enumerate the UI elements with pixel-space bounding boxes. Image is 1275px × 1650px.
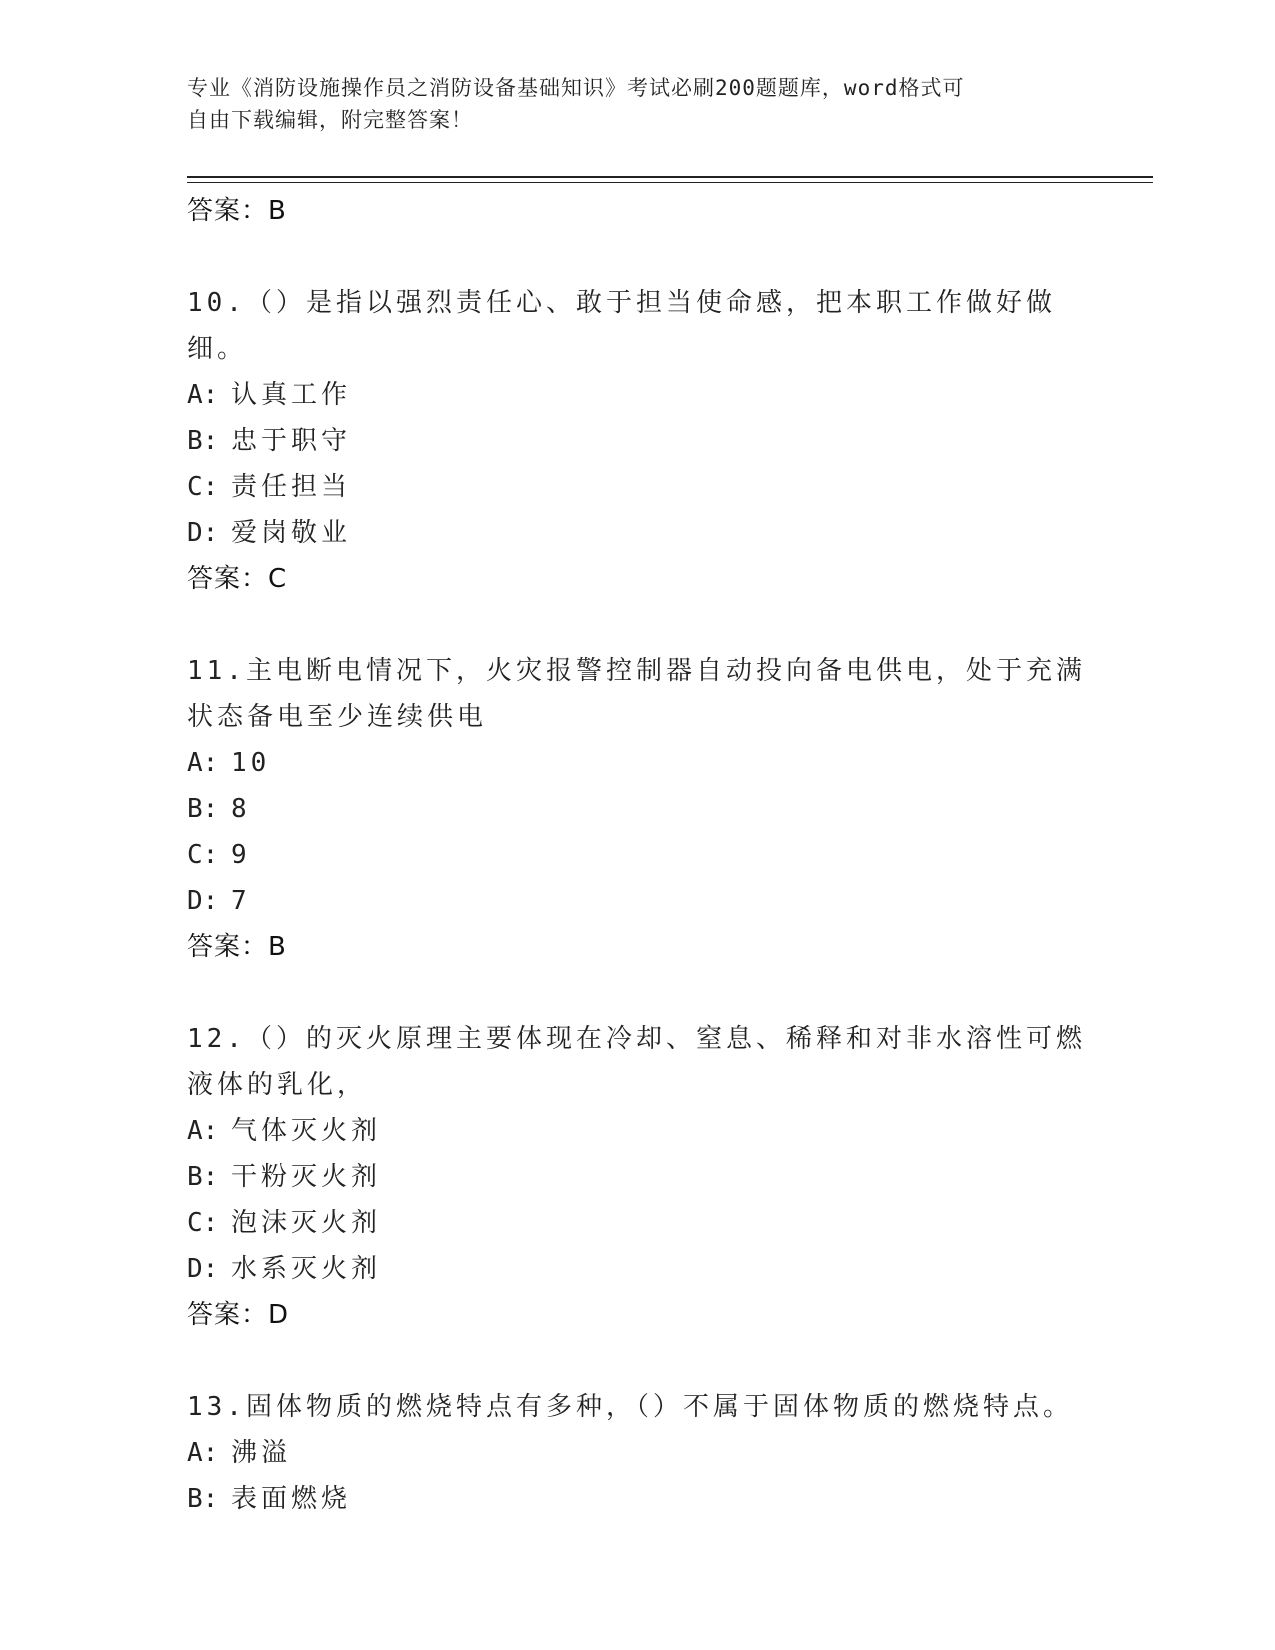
option-d xyxy=(187,878,1107,924)
answer-line: 答案：D xyxy=(187,1300,290,1330)
option-label: D: xyxy=(187,1254,219,1284)
option-label: D: xyxy=(187,886,219,916)
option-label: B: xyxy=(187,426,219,456)
option-label: A: xyxy=(187,748,219,778)
header-rule-thick xyxy=(187,176,1153,178)
option-b xyxy=(187,1154,1107,1200)
option-c xyxy=(187,832,1107,878)
option-a xyxy=(187,740,1107,786)
option-label: C: xyxy=(187,472,219,502)
option-text: 爱岗敬业 xyxy=(231,518,352,548)
option-text: 9 xyxy=(231,840,251,870)
question-list xyxy=(187,188,1107,1522)
option-b xyxy=(187,1476,1107,1522)
spacer xyxy=(187,970,1107,1016)
option-text: 7 xyxy=(231,886,251,916)
document-header xyxy=(187,72,1087,136)
spacer xyxy=(187,234,1107,280)
option-text: 忠于职守 xyxy=(231,426,352,456)
option-label: B: xyxy=(187,794,219,824)
option-text: 泡沫灭火剂 xyxy=(231,1208,382,1238)
spacer xyxy=(187,602,1107,648)
option-label: D: xyxy=(187,518,219,548)
option-label: C: xyxy=(187,840,219,870)
option-text: 表面燃烧 xyxy=(231,1484,352,1514)
option-a xyxy=(187,1108,1107,1154)
answer-line: 答案：C xyxy=(187,564,288,594)
question-item xyxy=(187,648,1107,970)
option-text: 沸溢 xyxy=(231,1438,292,1468)
option-b xyxy=(187,418,1107,464)
answer-line: 答案：B xyxy=(187,196,287,226)
option-label: A: xyxy=(187,380,219,410)
option-text: 水系灭火剂 xyxy=(231,1254,382,1284)
header-line-2: 自由下载编辑，附完整答案！ xyxy=(187,108,473,132)
option-a xyxy=(187,1430,1107,1476)
option-label: A: xyxy=(187,1116,219,1146)
question-item xyxy=(187,1016,1107,1338)
option-label: C: xyxy=(187,1208,219,1238)
answer-line: 答案：B xyxy=(187,932,287,962)
option-a xyxy=(187,372,1107,418)
option-text: 10 xyxy=(231,748,271,778)
option-text: 干粉灭火剂 xyxy=(231,1162,382,1192)
option-c xyxy=(187,1200,1107,1246)
question-text: 10.（）是指以强烈责任心、敢于担当使命感，把本职工作做好做细。 xyxy=(187,288,1056,364)
option-d xyxy=(187,510,1107,556)
question-text: 11.主电断电情况下，火灾报警控制器自动投向备电供电，处于充满状态备电至少连续供电 xyxy=(187,656,1086,732)
option-text: 认真工作 xyxy=(231,380,352,410)
option-label: A: xyxy=(187,1438,219,1468)
question-item xyxy=(187,280,1107,602)
question-text: 13.固体物质的燃烧特点有多种，（）不属于固体物质的燃烧特点。 xyxy=(187,1392,1073,1422)
spacer xyxy=(187,1338,1107,1384)
option-text: 气体灭火剂 xyxy=(231,1116,382,1146)
option-label: B: xyxy=(187,1484,219,1514)
option-b xyxy=(187,786,1107,832)
option-text: 责任担当 xyxy=(231,472,352,502)
option-c xyxy=(187,464,1107,510)
option-label: B: xyxy=(187,1162,219,1192)
question-text: 12.（）的灭火原理主要体现在冷却、窒息、稀释和对非水溶性可燃液体的乳化， xyxy=(187,1024,1086,1100)
header-rule-thin xyxy=(187,182,1153,183)
option-text: 8 xyxy=(231,794,251,824)
option-d xyxy=(187,1246,1107,1292)
question-item xyxy=(187,1384,1107,1522)
header-line-1: 专业《消防设施操作员之消防设备基础知识》考试必刷200题题库，word格式可 xyxy=(187,76,965,100)
